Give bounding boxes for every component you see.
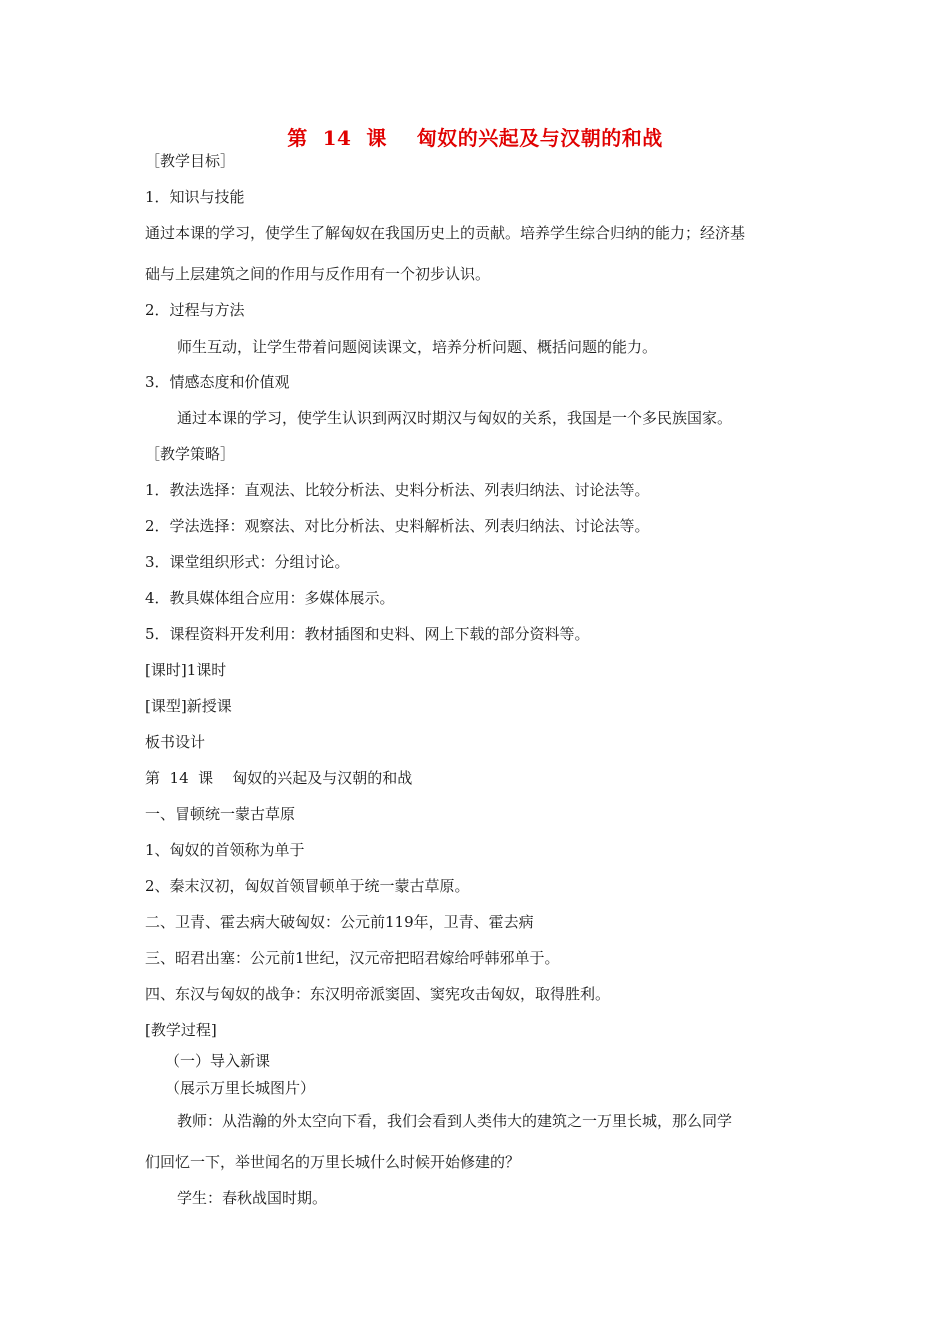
board-item: 1、匈奴的首领称为单于: [145, 841, 305, 859]
paragraph-line: 师生互动，让学生带着问题阅读课文，培养分析问题、概括问题的能力。: [177, 338, 658, 356]
strategy-item: 5．课程资料开发利用：教材插图和史料、网上下载的部分资料等。: [145, 625, 590, 643]
class-hours: [课时]1课时: [145, 661, 227, 679]
dialogue-line-teacher: 教师：从浩瀚的外太空向下看，我们会看到人类伟大的建筑之一万里长城，那么同学: [177, 1112, 733, 1130]
board-item: 2、秦末汉初，匈奴首领冒顿单于统一蒙古草原。: [145, 877, 470, 895]
section-heading-objectives: ［教学目标］: [145, 152, 236, 170]
paragraph-line: 通过本课的学习，使学生认识到两汉时期汉与匈奴的关系，我国是一个多民族国家。: [177, 409, 733, 427]
strategy-item: 4．教具媒体组合应用：多媒体展示。: [145, 589, 395, 607]
paragraph-line: 础与上层建筑之间的作用与反作用有一个初步认识。: [145, 265, 491, 283]
strategy-item: 1．教法选择：直观法、比较分析法、史料分析法、列表归纳法、讨论法等。: [145, 481, 650, 499]
board-item: 三、昭君出塞：公元前1世纪，汉元帝把昭君嫁给呼韩邪单于。: [145, 949, 560, 967]
dialogue-line-teacher-cont: 们回忆一下，举世闻名的万里长城什么时候开始修建的？: [145, 1153, 521, 1171]
board-item: 四、东汉与匈奴的战争：东汉明帝派窦固、窦宪攻击匈奴，取得胜利。: [145, 985, 611, 1003]
dialogue-line-student: 学生：春秋战国时期。: [177, 1189, 328, 1207]
board-item: 二、卫青、霍去病大破匈奴：公元前119年，卫青、霍去病: [145, 913, 534, 931]
board-title: 第 14 课 匈奴的兴起及与汉朝的和战: [145, 769, 413, 787]
board-item: 一、冒顿统一蒙古草原: [145, 805, 296, 823]
objective-item-3: 3．情感态度和价值观: [145, 373, 290, 391]
section-heading-strategy: ［教学策略］: [145, 445, 236, 463]
section-heading-process: [教学过程]: [145, 1021, 217, 1039]
lesson-title: 第 14 课 匈奴的兴起及与汉朝的和战: [287, 126, 663, 150]
section-heading-board-design: 板书设计: [145, 733, 206, 751]
strategy-item: 2．学法选择：观察法、对比分析法、史料解析法、列表归纳法、讨论法等。: [145, 517, 650, 535]
process-step-heading: （一）导入新课: [165, 1052, 271, 1070]
paragraph-line: 通过本课的学习，使学生了解匈奴在我国历史上的贡献。培养学生综合归纳的能力；经济基: [145, 224, 746, 242]
class-type: [课型]新授课: [145, 697, 232, 715]
process-note: （展示万里长城图片）: [165, 1079, 316, 1097]
strategy-item: 3．课堂组织形式：分组讨论。: [145, 553, 350, 571]
objective-item-1: 1．知识与技能: [145, 188, 245, 206]
objective-item-2: 2．过程与方法: [145, 301, 245, 319]
